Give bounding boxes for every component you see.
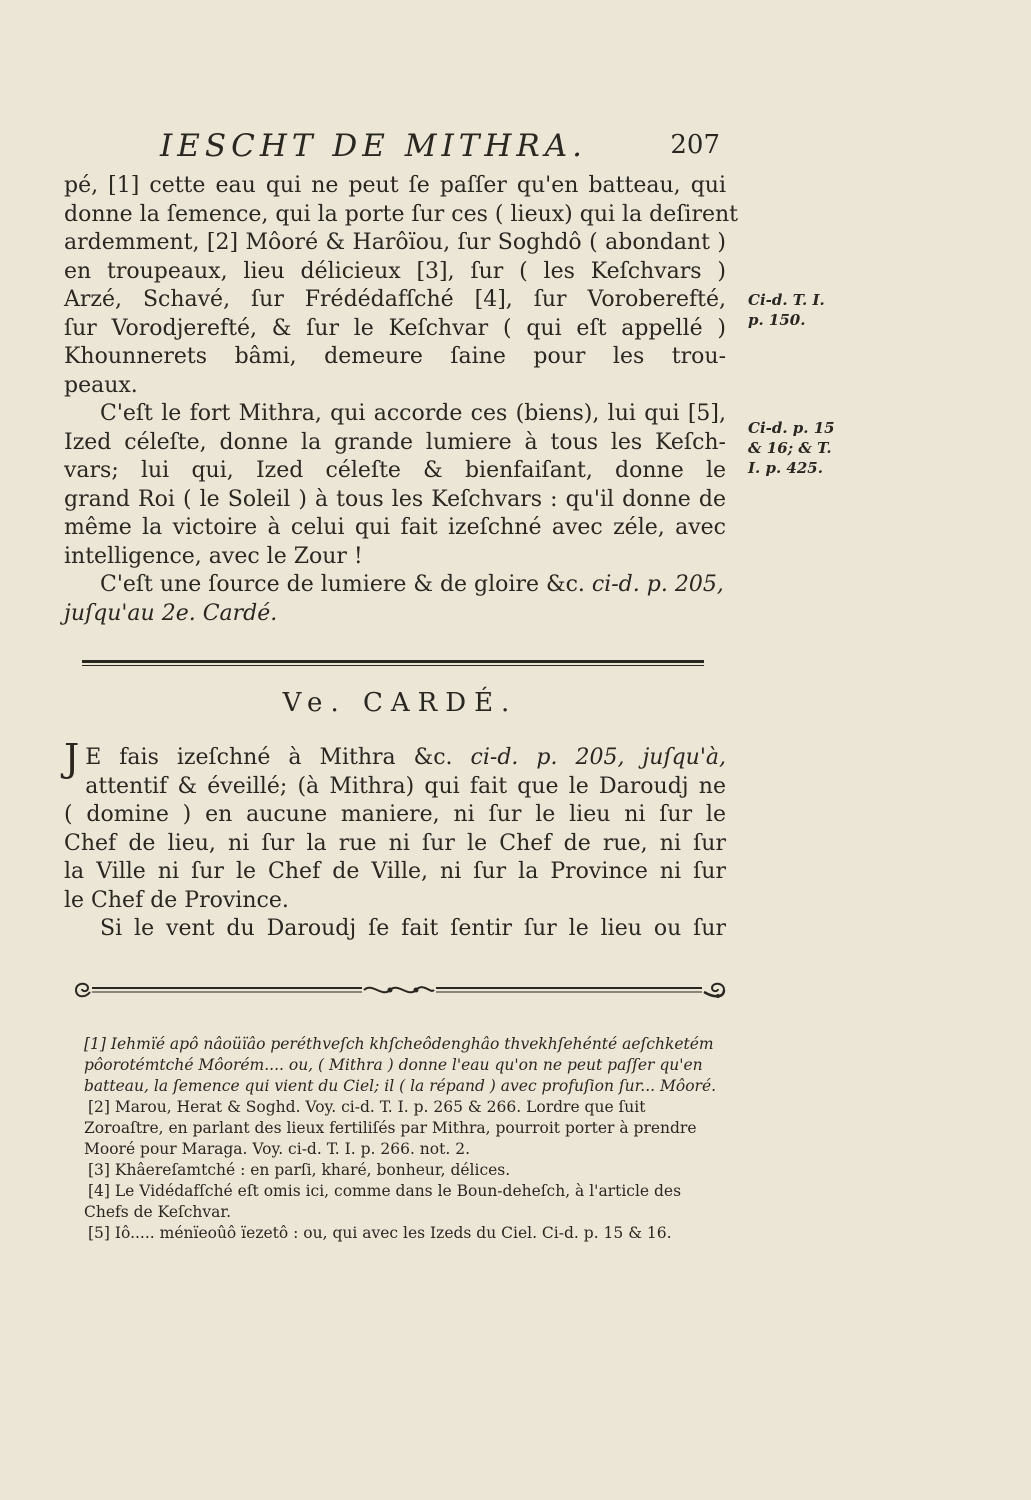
text-line: C'eſt le fort Mithra, qui accorde ces (biens), lui qui [5], bbox=[100, 401, 726, 426]
text-line: donne la ſemence, qui la porte ſur ces ( lieux) qui la deſirent bbox=[64, 201, 739, 227]
margin-note-line: p. 150. bbox=[748, 311, 806, 329]
footnote-line: batteau, la ſemence qui vient du Ciel; il ( la répand ) avec profuſion ſur... Môoré. bbox=[84, 1077, 717, 1095]
footnote-line: [3] Khâereſamtché : en parſi, kharé, bonheur, délices. bbox=[88, 1161, 511, 1179]
page-header bbox=[160, 128, 720, 168]
text-line: vars; lui qui, Ized céleſte & bienfaiſant, donne le bbox=[64, 458, 726, 483]
margin-note-line: Ci-d. T. I. bbox=[748, 291, 825, 309]
text-line: ( domine ) en aucune maniere, ni ſur le lieu ni ſur le bbox=[64, 802, 726, 827]
footnote-line: Zoroaſtre, en parlant des lieux fertiliſés par Mithra, pourroit porter à prendre bbox=[84, 1119, 697, 1137]
footnote-line: [4] Le Vidédafſché eſt omis ici, comme dans le Boun-deheſch, à l'article des bbox=[88, 1182, 682, 1200]
text-line: le Chef de Province. bbox=[64, 887, 289, 913]
text-line: ſur Vorodjerefté, & ſur le Keſchvar ( qui eſt appellé ) bbox=[64, 315, 726, 341]
text-line: Ized céleſte, donne la grande lumiere à tous les Keſch- bbox=[64, 429, 726, 455]
page-number: 207 bbox=[670, 130, 720, 160]
text-line: peaux. bbox=[64, 372, 138, 398]
text-line: Arzé, Schavé, ſur Frédédafſché [4], ſur Voroberefté, bbox=[64, 287, 726, 312]
footnote-line: pôorotémtché Môorém.... ou, ( Mithra ) donne l'eau qu'on ne peut paſſer qu'en bbox=[84, 1056, 703, 1074]
footnote-line: [5] Iô..... ménïeoûô ïezetô : ou, qui avec les Izeds du Ciel. Ci-d. p. 15 & 16. bbox=[88, 1224, 672, 1242]
margin-note-line: Ci-d. p. 15 bbox=[748, 419, 835, 437]
footnote-line: Mooré pour Maraga. Voy. ci-d. T. I. p. 266. not. 2. bbox=[84, 1140, 470, 1158]
text-line: pé, [1] cette eau qui ne peut ſe paſſer qu'en batteau, qui bbox=[64, 173, 726, 198]
text-line: même la victoire à celui qui fait izeſchné avec zéle, avec bbox=[64, 515, 726, 540]
text-line: en troupeaux, lieu délicieux [3], ſur ( les Keſchvars ) bbox=[64, 258, 726, 284]
text-line: Khounnerets bâmi, demeure ſaine pour les trou- bbox=[64, 344, 726, 369]
section-divider-thin bbox=[82, 665, 704, 666]
footnotes bbox=[84, 1034, 732, 1244]
body-text-bottom bbox=[64, 736, 727, 944]
cross-reference: ci-d. p. 205, juſqu'à, bbox=[470, 745, 727, 770]
text-line: ardemment, [2] Môoré & Harôïou, ſur Soghdô ( abondant ) bbox=[64, 230, 726, 255]
footnote-line: [2] Marou, Herat & Soghd. Voy. ci-d. T. I. p. 265 & 266. Lordre que ſuit bbox=[88, 1098, 646, 1116]
text-line: Chef de lieu, ni ſur la rue ni ſur le Chef de rue, ni ſur bbox=[64, 830, 726, 856]
footnote-line: [1] Iehmïé apô nâoüïâo peréthveſch khſcheôdenghâo thvekhſehénté aeſchketém bbox=[84, 1035, 714, 1053]
text-line: attentif & éveillé; (à Mithra) qui fait que le Daroudj ne bbox=[85, 773, 726, 799]
text-line: grand Roi ( le Soleil ) à tous les Keſchvars : qu'il donne de bbox=[64, 486, 726, 512]
section-divider bbox=[82, 660, 704, 663]
footnote-line: Chefs de Keſchvar. bbox=[84, 1203, 232, 1221]
drop-cap: J bbox=[64, 736, 80, 780]
text-line bbox=[64, 571, 726, 600]
cross-reference: ci-d. p. 205, bbox=[591, 572, 724, 597]
text-fragment: C'eſt une ſource de lumiere & de gloire &c. bbox=[100, 572, 585, 597]
text-line bbox=[64, 744, 726, 773]
text-line: juſqu'au 2e. Cardé. bbox=[64, 600, 278, 626]
text-fragment: E fais izeſchné à Mithra &c. bbox=[85, 745, 453, 770]
margin-note bbox=[748, 290, 858, 330]
text-line: Si le vent du Daroudj ſe fait ſentir ſur le lieu ou ſur bbox=[100, 916, 726, 941]
running-title: IESCHT DE MITHRA. bbox=[160, 128, 588, 164]
text-line: intelligence, avec le Zour ! bbox=[64, 543, 363, 569]
section-title: Ve. CARDÉ. bbox=[282, 688, 518, 718]
margin-note bbox=[748, 418, 858, 478]
ornamental-rule bbox=[72, 978, 728, 1002]
margin-note-line: I. p. 425. bbox=[748, 459, 823, 477]
margin-note-line: & 16; & T. bbox=[748, 439, 832, 457]
body-text-top bbox=[64, 172, 739, 628]
text-line: la Ville ni ſur le Chef de Ville, ni ſur la Province ni ſur bbox=[64, 859, 726, 884]
